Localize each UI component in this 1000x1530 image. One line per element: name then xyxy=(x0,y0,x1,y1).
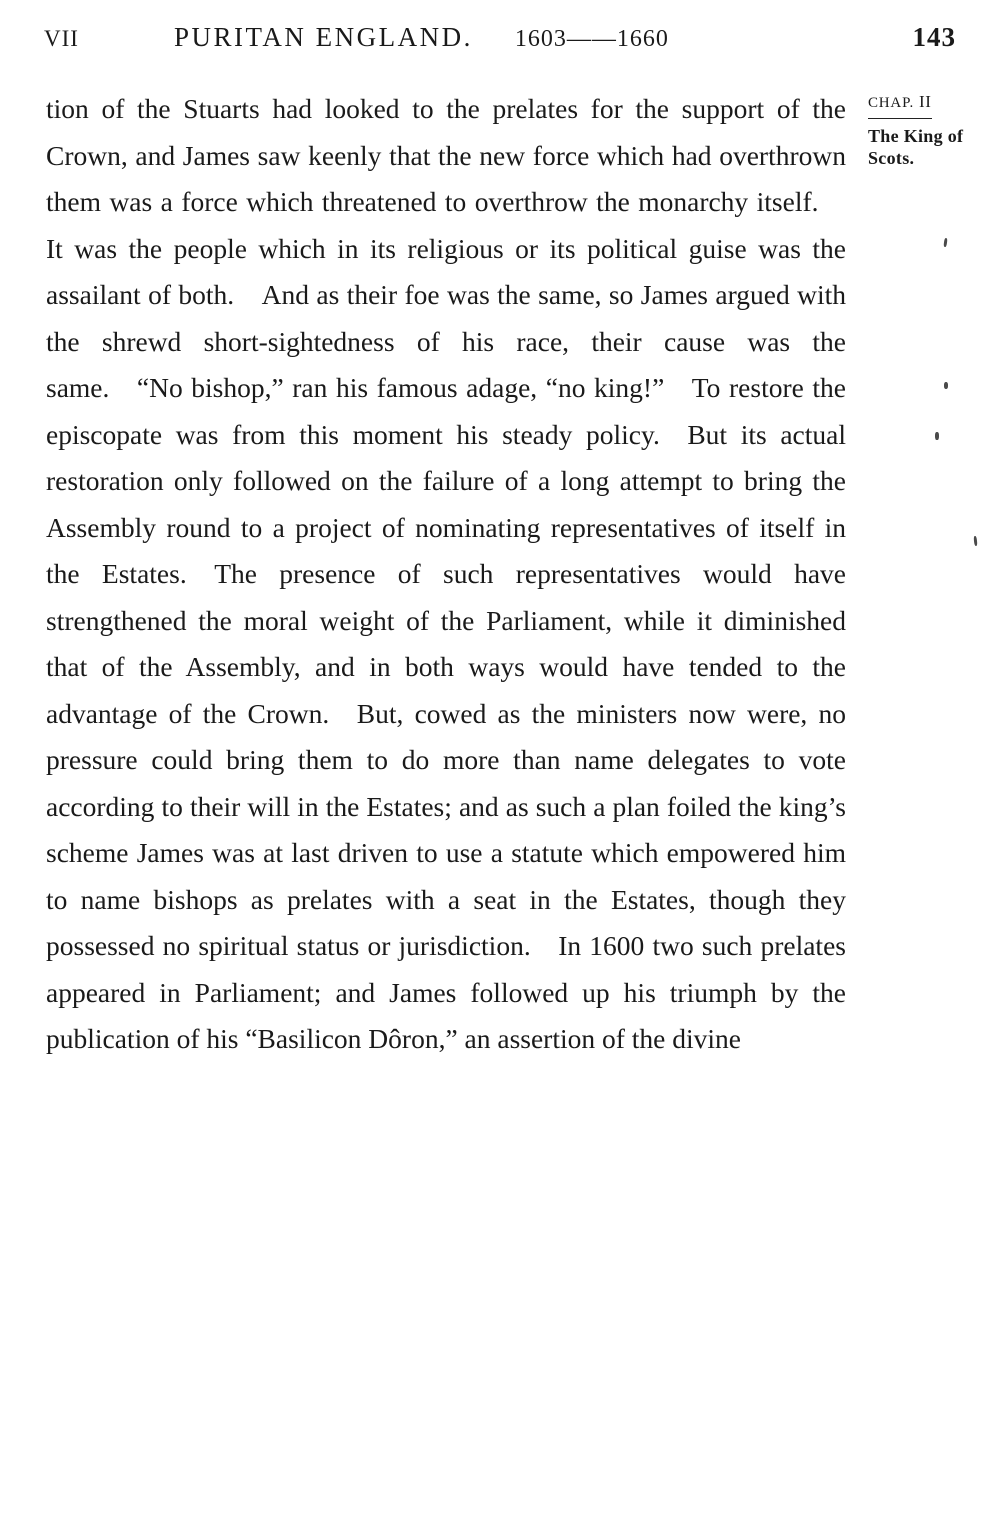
margin-divider xyxy=(868,118,932,119)
body-paragraph: tion of the Stuarts had looked to the prelates for the support of the Crown, and James saw keenly that the new force which had overthrown them was a force which threatened to overthrow the monarchy itself. It was the people which in its religious or its political guise was the assailant of both. And as their foe was the same, so James argued with the shrewd short-sightedness of his race, their cause was the same. “No bishop,” ran his famous adage, “no king!” To restore the episcopate was from this moment his steady policy. But its actual restoration only followed on the failure of a long attempt to bring the Assembly round to a project of nominating representatives of itself in the Estates. The presence of such representatives would have strengthened the moral weight of the Parliament, while it diminished that of the Assembly, and in both ways would have tended to the advantage of the Crown. But, cowed as the ministers now were, no pressure could bring them to do more than name delegates to vote according to their will in the Estates; and as such a plan foiled the king’s scheme James was at last driven to use a statute which empowered him to name bishops as prelates with a seat in the Estates, though they possessed no spiritual status or jurisdiction. In 1600 two such prelates appeared in Parliament; and James followed up his triumph by the publication of his “Basilicon Dôron,” an assertion of the divine xyxy=(46,93,846,1054)
ink-speck xyxy=(973,536,977,546)
margin-chapter-label-prefix: CHAP. xyxy=(868,95,915,111)
running-head-title: PURITAN ENGLAND. xyxy=(174,22,473,52)
ink-speck xyxy=(935,432,939,440)
running-head xyxy=(44,22,956,56)
page-number: 143 xyxy=(912,22,956,52)
ink-speck xyxy=(944,382,948,389)
body-text-column xyxy=(46,86,846,1063)
margin-column xyxy=(868,92,980,169)
running-head-date-range: 1603——1660 xyxy=(514,26,669,52)
running-head-chapter-number: VII xyxy=(44,26,79,51)
margin-side-note: The King of Scots. xyxy=(868,126,964,168)
margin-chapter-label-number: II xyxy=(918,92,932,111)
margin-chapter-label xyxy=(868,92,980,112)
ink-speck xyxy=(943,238,947,247)
